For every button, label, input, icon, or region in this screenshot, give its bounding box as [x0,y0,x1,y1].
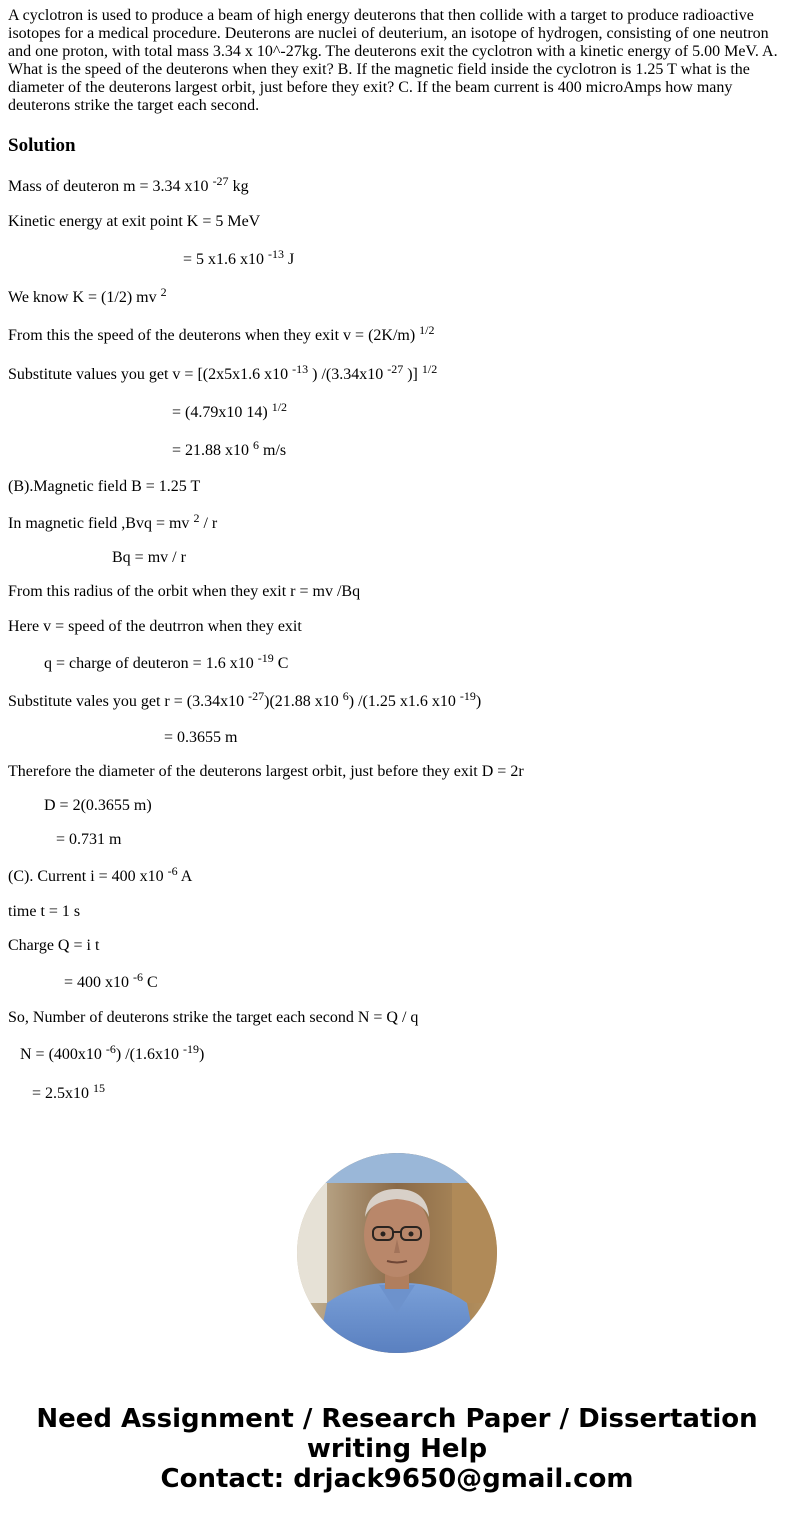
solution-line: = 0.731 m [56,831,122,848]
solution-line: Bq = mv / r [112,549,186,566]
solution-line: = 2.5x10 $^{15}$ [32,1081,106,1102]
solution-line: = 5 x1.6 x10 $^{-13}$ J [183,247,295,268]
solution-line: Kinetic energy at exit point K = 5 MeV [8,213,261,230]
solution-line: N = (400x10 $^{-6}$) /(1.6x10 $^{-19}$) [20,1042,205,1063]
solution-line: We know K = (1/2) mv $^2$ [8,285,167,306]
footer-banner [0,1404,794,1494]
author-avatar [297,1153,497,1353]
solution-line: Substitute vales you get r = (3.34x10 $^{-27}$)(21.88 x10 $^6$) /(1.25 x1.6 x10 $^{-19}$) [8,689,482,710]
footer-line: writing Help [306,1434,488,1464]
solution-line: In magnetic field ,Bvq = mv $^2$ / r [8,511,218,532]
solution-line: = 0.3655 m [164,729,238,746]
solution-line: q = charge of deuteron = 1.6 x10 $^{-19}$ C [44,651,289,672]
footer-line: Need Assignment / Research Paper / Dissertation [36,1404,758,1434]
solution-line: Substitute values you get v = [(2x5x1.6 x10 $^{-13}$ ) /(3.34x10 $^{-27}$ )] $^{1/2}$ [8,362,438,383]
solution-line: So, Number of deuterons strike the target each second N = Q / q [8,1009,419,1026]
solution-line: Therefore the diameter of the deuterons largest orbit, just before they exit D = 2r [8,763,524,780]
solution-line: (B).Magnetic field B = 1.25 T [8,478,201,495]
solution-line: (C). Current i = 400 x10 $^{-6}$ A [8,864,193,885]
solution-line: = (4.79x10 14) $^{1/2}$ [172,400,288,421]
solution-line: D = 2(0.3655 m) [44,797,152,814]
solution-line: Mass of deuteron m = 3.34 x10 $^{-27}$ kg [8,174,249,195]
solution-line: = 21.88 x10 $^6$ m/s [172,438,287,459]
solution-line: Charge Q = i t [8,937,100,954]
solution-line: = 400 x10 $^{-6}$ C [64,970,158,991]
solution-line: Here v = speed of the deutrron when they exit [8,618,302,635]
footer-contact: Contact: drjack9650@gmail.com [160,1464,634,1494]
solution-line: From this radius of the orbit when they exit r = mv /Bq [8,583,361,600]
solution-line: From this the speed of the deuterons when they exit v = (2K/m) $^{1/2}$ [8,323,435,344]
solution-line: time t = 1 s [8,903,81,920]
question-text: A cyclotron is used to produce a beam of high energy deuterons that then collide with a target to produce radioactive isotopes for a medical procedure. Deuterons are nuclei of deuterium, an isotope of hydrogen, consisting of one neutron and one proton, with total mass 3.34 x 10^-27kg. The deuterons exit the cyclotron with a kinetic energy of 5.00 MeV. A. What is the speed of the deuterons when they exit? B. If the magnetic field inside the cyclotron is 1.25 T what is the diameter of the deuterons largest orbit, just before they exit? C. If the beam current is 400 microAmps how many deuterons strike the target each second. [8,7,778,114]
solution-heading: Solution [8,135,76,156]
